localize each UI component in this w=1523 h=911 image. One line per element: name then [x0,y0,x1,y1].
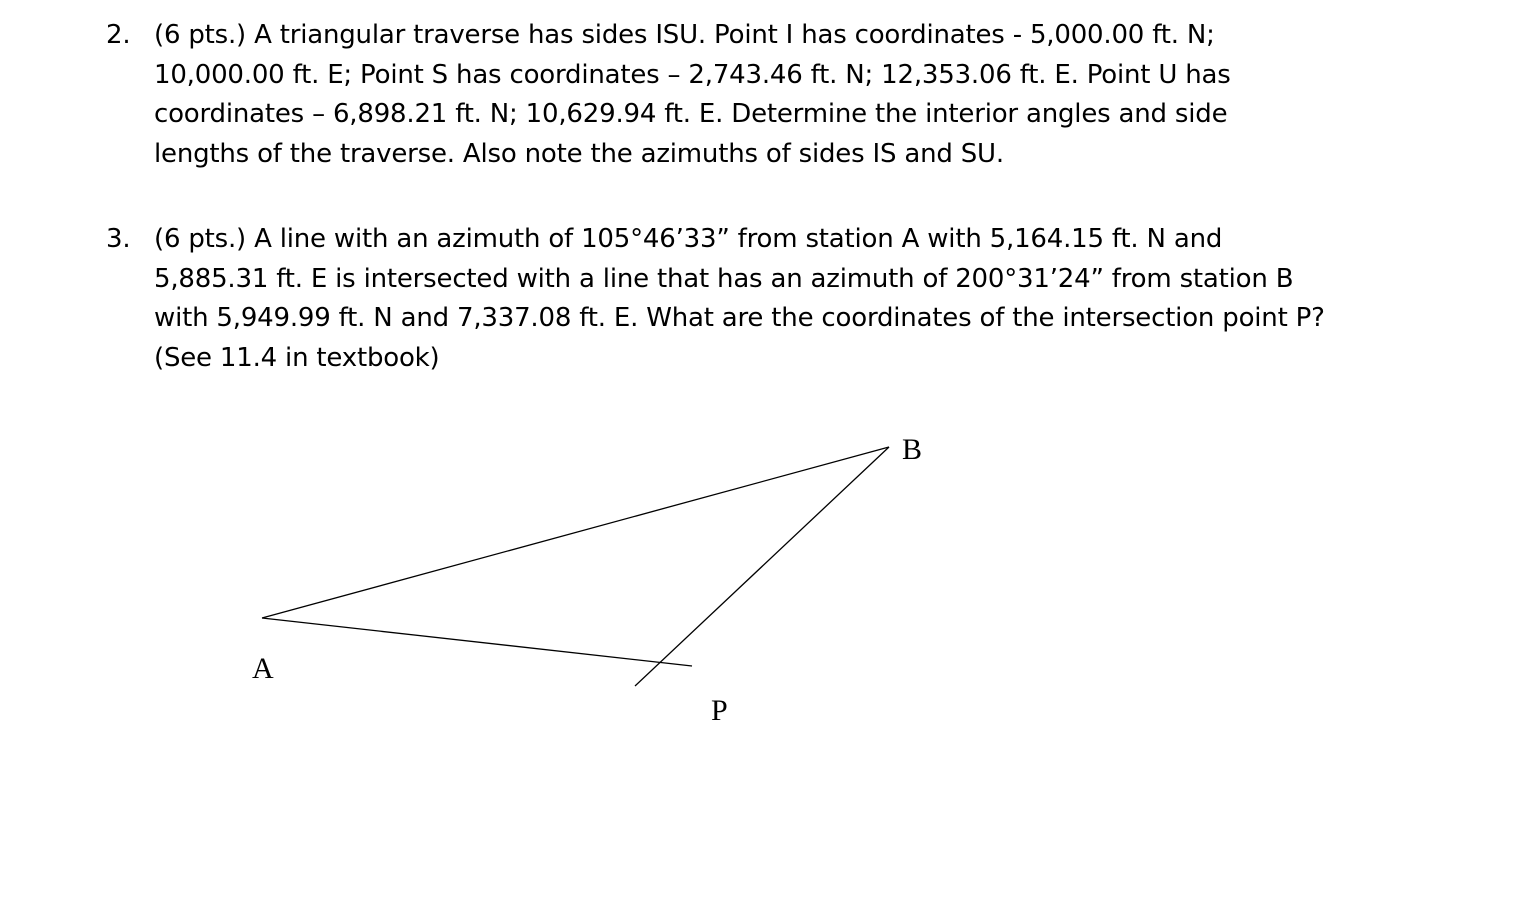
problem-text-line: (6 pts.) A triangular traverse has sides ISU. Point I has coordinates - 5,000.00 ft. N; [154,20,1215,50]
problem-text-line: 5,885.31 ft. E is intersected with a line that has an azimuth of 200°31’24” from station B [154,263,1294,294]
label-a: A [252,652,274,685]
problem-text-line: lengths of the traverse. Also note the azimuths of sides IS and SU. [154,138,1004,169]
label-p: P [711,694,728,727]
problem-number: 3. [106,224,131,254]
line-b-p [635,447,889,686]
problem-text-line: 10,000.00 ft. E; Point S has coordinates – 2,743.46 ft. N; 12,353.06 ft. E. Point U has [154,59,1231,90]
problem-number: 2. [106,20,131,50]
label-b: B [902,433,923,466]
problem-text-line: (6 pts.) A line with an azimuth of 105°46’33” from station A with 5,164.15 ft. N and [154,224,1223,254]
problem-text-line: (See 11.4 in textbook) [154,342,440,373]
problem-text-line: coordinates – 6,898.21 ft. N; 10,629.94 ft. E. Determine the interior angles and side [154,99,1228,129]
problem-text-line: with 5,949.99 ft. N and 7,337.08 ft. E. What are the coordinates of the intersection point P? [154,303,1325,333]
line-a-p [262,618,692,666]
line-a-b [262,447,889,618]
